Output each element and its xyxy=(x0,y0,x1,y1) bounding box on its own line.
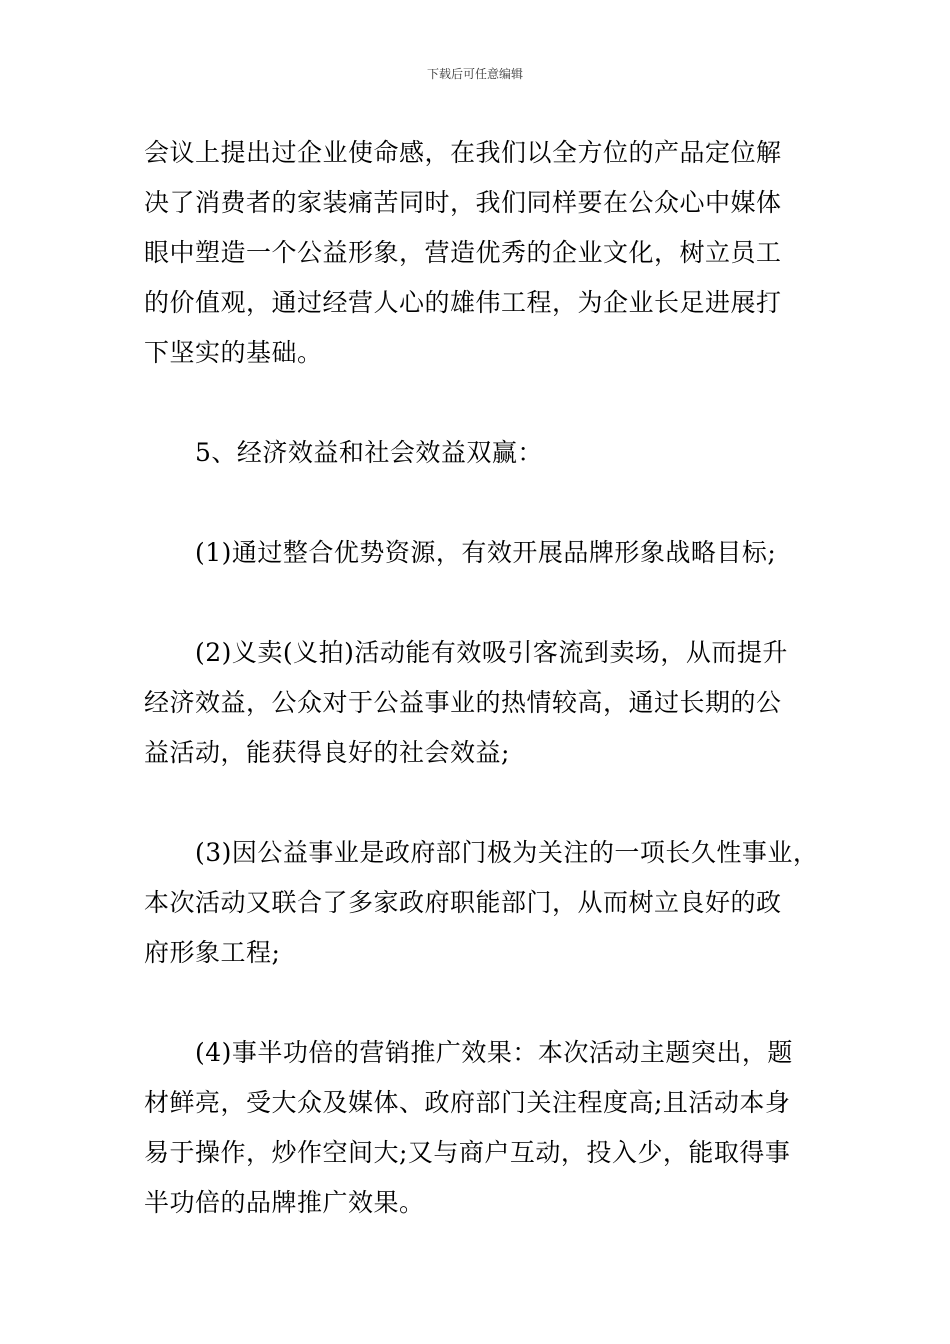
list-item-2 xyxy=(144,628,812,778)
text-line: 材鲜亮，受大众及媒体、政府部门关注程度高;且活动本身 xyxy=(144,1088,791,1117)
text-line: 经济效益，公众对于公益事业的热情较高，通过长期的公 xyxy=(144,688,782,717)
section-heading-5 xyxy=(144,428,812,478)
text-line: 本次活动又联合了多家政府职能部门，从而树立良好的政 xyxy=(144,888,782,917)
text-line: 下坚实的基础。 xyxy=(144,338,323,367)
page-header: 下载后可任意编辑 xyxy=(426,67,523,81)
text-line: 的价值观，通过经营人心的雄伟工程，为企业长足进展打 xyxy=(144,288,782,317)
paragraph-gap xyxy=(144,378,812,428)
list-item-4 xyxy=(144,1028,812,1228)
text-line: (1)通过整合优势资源，有效开展品牌形象战略目标; xyxy=(195,538,777,567)
text-line: 易于操作，炒作空间大;又与商户互动，投入少，能取得事 xyxy=(144,1138,791,1167)
document-body xyxy=(144,128,819,1228)
text-line: 5、经济效益和社会效益双赢： xyxy=(195,438,543,467)
paragraph-gap xyxy=(144,478,812,528)
text-line: 益活动，能获得良好的社会效益; xyxy=(144,738,510,767)
text-line: (2)义卖(义拍)活动能有效吸引客流到卖场，从而提升 xyxy=(195,638,788,667)
text-line: 眼中塑造一个公益形象，营造优秀的企业文化，树立员工 xyxy=(144,238,782,267)
paragraph-corporate-mission xyxy=(144,128,812,378)
list-item-1 xyxy=(144,528,812,578)
text-line: 决了消费者的家装痛苦同时，我们同样要在公众心中媒体 xyxy=(144,188,782,217)
text-line: (3)因公益事业是政府部门极为关注的一项长久性事业， xyxy=(195,838,819,867)
list-item-3 xyxy=(144,828,819,978)
paragraph-gap xyxy=(144,978,812,1028)
paragraph-gap xyxy=(144,578,812,628)
paragraph-gap xyxy=(144,778,812,828)
text-line: 府形象工程; xyxy=(144,938,281,967)
text-line: 会议上提出过企业使命感，在我们以全方位的产品定位解 xyxy=(144,138,782,167)
text-line: 半功倍的品牌推广效果。 xyxy=(144,1188,425,1217)
text-line: (4)事半功倍的营销推广效果：本次活动主题突出，题 xyxy=(195,1038,793,1067)
